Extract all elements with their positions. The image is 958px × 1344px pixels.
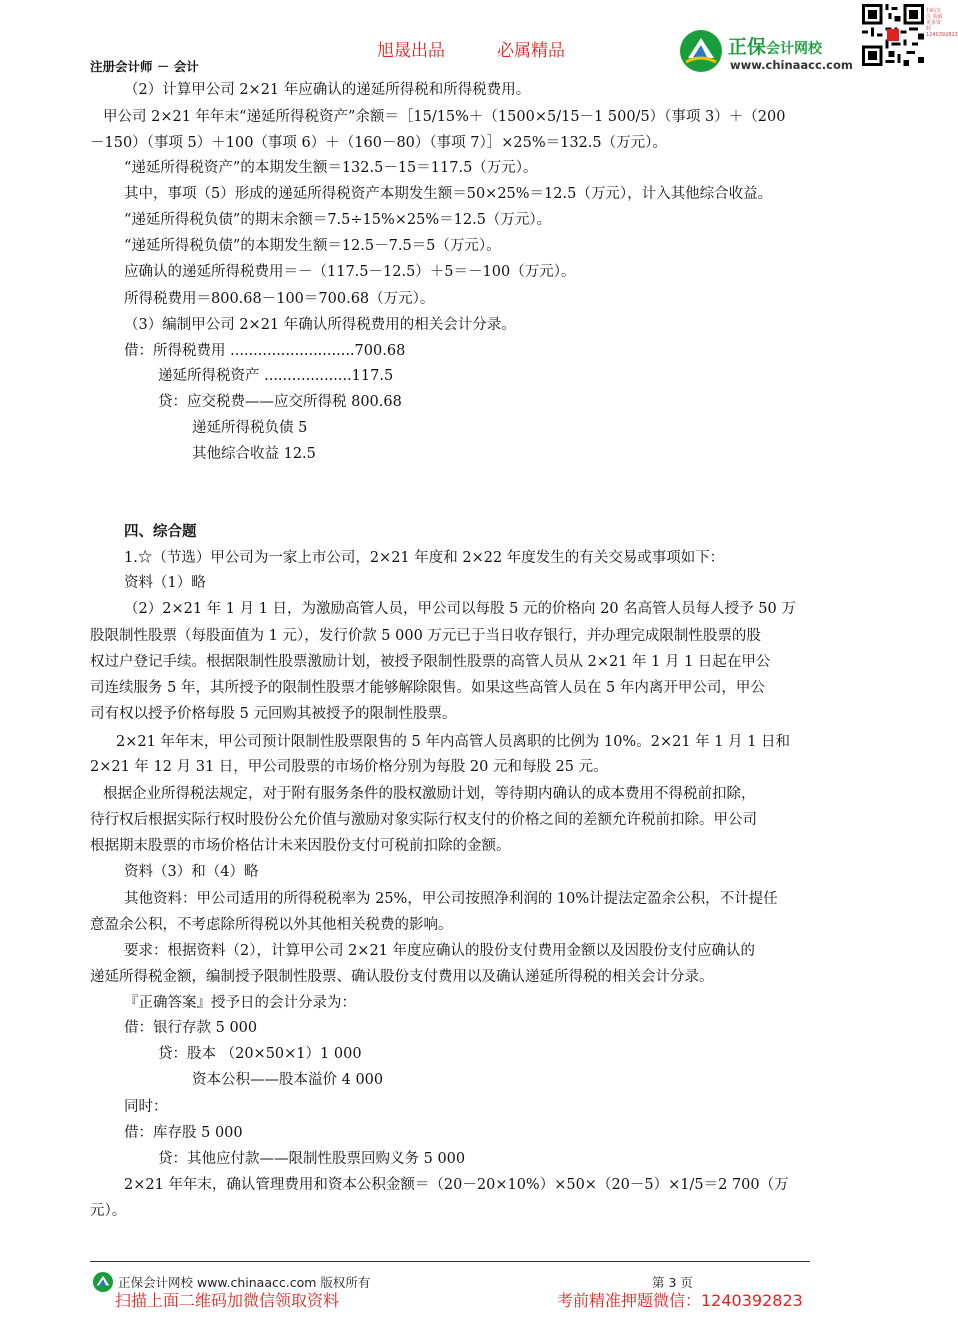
body-line: 其他资料：甲公司适用的所得税税率为 25%，甲公司按照净利润的 10%计提法定盈余公积，不计提任 [124,891,778,907]
body-line: 资料（3）和（4）略 [124,864,259,880]
subject-label: 注册会计师 － 会计 [90,59,199,74]
slogan-right: 必属精品 [497,41,565,61]
body-line: “递延所得税资产”的本期发生额＝132.5－15＝117.5（万元）。 [124,160,538,176]
body-line: 股限制性股票（每股面值为 1 元），发行价款 5 000 万元已于当日收存银行，并办理完成限制性股票的股 [90,628,761,644]
body-line: 1.☆（节选）甲公司为一家上市公司，2×21 年度和 2×22 年度发生的有关交易或事项如下： [124,550,725,566]
answer-label: 『正确答案』授予日的会计分录为： [124,995,356,1011]
journal-line: 贷：应交税费——应交所得税 800.68 [158,394,402,410]
journal-line: 递延所得税资产 ...................117.5 [158,368,394,384]
body-line: 2×21 年年末，确认管理费用和资本公积金额＝（20－20×10%）×50×（20－5）×1/5＝2 700（万 [124,1177,789,1193]
qr-code-icon[interactable] [862,4,924,66]
body-line: 2×21 年 12 月 31 日，甲公司股票的市场价格分别为每股 20 元和每股 25 元。 [90,759,608,775]
journal-line: 资本公积——股本溢价 4 000 [192,1072,384,1088]
body-line: 司有权以授予价格每股 5 元回购其被授予的限制性股票。 [90,706,457,722]
body-line: （3）编制甲公司 2×21 年确认所得税费用的相关会计分录。 [124,317,516,333]
body-line: （2）2×21 年 1 月 1 日，为激励高管人员，甲公司以每股 5 元的价格向 20 名高管人员每人授予 50 万 [124,601,796,617]
body-line: 元）。 [90,1203,127,1219]
body-line: 递延所得税金额，编制授予限制性股票、确认股份支付费用以及确认递延所得税的相关会计分录。 [90,969,714,985]
journal-line: 借：所得税费用 ...........................700.68 [124,343,406,359]
footer-logo-icon [92,1271,114,1293]
body-line: 所得税费用＝800.68－100＝700.68（万元）。 [124,291,435,307]
body-line: “递延所得税负债”的期末余额＝7.5÷15%×25%＝12.5（万元）。 [124,212,552,228]
footer-promo-right: 考前精准押题微信：1240392823 [557,1291,803,1310]
logo-name: 正保 [728,36,767,58]
body-line: 甲公司 2×21 年年末“递延所得税资产”余额＝［15/15%＋（1500×5/15－1 500/5）（事项 3）＋（200 [103,109,786,125]
body-line: 应确认的递延所得税费用＝－（117.5－12.5）＋5＝－100（万元）。 [124,264,576,280]
journal-line: 递延所得税负债 5 [192,420,308,436]
body-line: 同时： [124,1099,168,1115]
footer-copyright: 正保会计网校 www.chinaacc.com 版权所有 [118,1275,371,1290]
body-line: 权过户登记手续。根据限制性股票激励计划，被授予限制性股票的高管人员从 2×21 年 1 月 1 日起在甲公 [90,654,771,670]
body-line: 要求：根据资料（2），计算甲公司 2×21 年度应确认的股份支付费用金额以及因股份支付应确认的 [124,943,756,959]
body-line: “递延所得税负债”的本期发生额＝12.5－7.5＝5（万元）。 [124,238,501,254]
body-line: 根据企业所得税法规定，对于附有服务条件的股权激励计划，等待期内确认的成本费用不得税前扣除， [103,786,756,802]
journal-line: 借：库存股 5 000 [124,1125,243,1141]
footer-divider [90,1261,810,1262]
logo-emblem-icon [678,28,724,74]
body-line: 意盈余公积，不考虑除所得税以外其他相关税费的影响。 [90,917,453,933]
journal-line: 借：银行存款 5 000 [124,1020,258,1036]
journal-line: 贷：其他应付款——限制性股票回购义务 5 000 [158,1151,466,1167]
logo-suffix: 会计网校 [766,41,823,57]
footer-promo-left: 扫描上面二维码加微信领取资料 [115,1291,340,1310]
journal-line: 贷：股本 （20×50×1）1 000 [158,1046,362,1062]
section-title: 四、综合题 [124,523,197,540]
body-line: 资料（1）略 [124,575,206,591]
qr-side-text: 扫码关注 获取更多资料 1240392823 [926,8,958,38]
body-line: （2）计算甲公司 2×21 年应确认的递延所得税和所得税费用。 [124,82,531,98]
body-line: 其中，事项（5）形成的递延所得税资产本期发生额＝50×25%＝12.5（万元），计入其他综合收益。 [124,186,773,202]
body-line: 2×21 年年末，甲公司预计限制性股票限售的 5 年内高管人员离职的比例为 10%。2×21 年 1 月 1 日和 [116,734,791,750]
journal-line: 其他综合收益 12.5 [192,446,316,462]
body-line: －150）（事项 5）＋100（事项 6）＋（160－80）（事项 7）］×25%＝132.5（万元）。 [90,135,667,151]
body-line: 司连续服务 5 年，其所授予的限制性股票才能够解除限售。如果这些高管人员在 5 年内离开甲公司，甲公 [90,680,765,696]
body-line: 待行权后根据实际行权时股份公允价值与激励对象实际行权支付的价格之间的差额允许税前扣除。甲公司 [90,812,757,828]
body-line: 根据期末股票的市场价格估计未来因股份支付可税前扣除的金额。 [90,838,511,854]
slogan-left: 旭晟出品 [377,41,445,61]
logo-url: www.chinaacc.com [730,58,853,72]
site-logo[interactable] [678,28,858,76]
footer-page-number: 第 3 页 [652,1275,693,1290]
